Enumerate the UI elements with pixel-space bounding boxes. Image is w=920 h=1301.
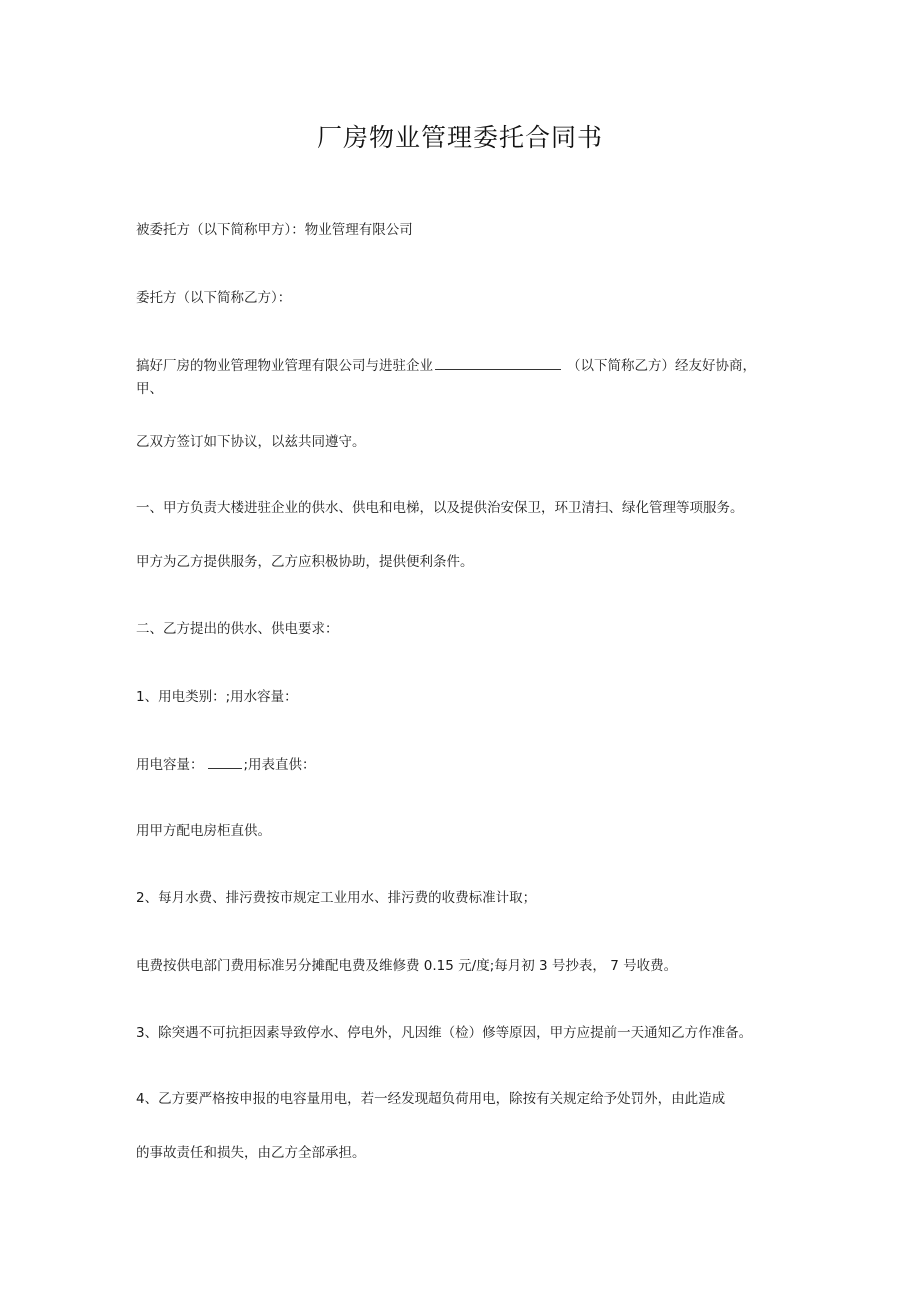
electric-capacity-label: 用电容量： [136, 757, 204, 773]
clause-1-line-1 [136, 499, 744, 517]
party-b-line [136, 289, 291, 307]
clause-2-2-line-2 [136, 957, 677, 975]
intro-line-2 [136, 380, 163, 398]
party-b-label: 委托方（以下简称乙方）： [136, 290, 292, 306]
clause-2-3-text: 3、除突遇不可抗拒因素导致停水、停电外，凡因维（检）修等原因，甲方应提前一天通知乙方作准备。 [136, 1025, 753, 1041]
clause-2-4-line-1 [136, 1090, 725, 1108]
clause-2-2-line-1 [136, 889, 536, 907]
clause-2-4-text-1: 4、乙方要严格按申报的电容量用电，若一经发现超负荷用电，除按有关规定给予处罚外，由此造成 [136, 1091, 726, 1107]
clause-2-1-line-2 [136, 755, 316, 774]
clause-2-heading [136, 620, 339, 638]
intro-text-2: （以下简称乙方）经友好协商， [567, 358, 756, 374]
clause-2-3-line [136, 1024, 752, 1042]
party-a-value: 物业管理有限公司 [304, 222, 413, 238]
clause-2-1-line-1 [136, 688, 298, 706]
intro-line-1 [136, 356, 756, 375]
clause-1-text-1: 一、甲方负责大楼进驻企业的供水、供电和电梯，以及提供治安保卫，环卫清扫、绿化管理等项服务。 [136, 500, 744, 516]
clause-2-2-text-1: 2、每月水费、排污费按市规定工业用水、排污费的收费标准计取； [136, 890, 537, 906]
electric-capacity-blank[interactable] [208, 755, 242, 769]
clause-1-text-2: 甲方为乙方提供服务，乙方应积极协助，提供便利条件。 [136, 554, 474, 570]
clause-2-1-text-3: 用甲方配电房柜直供。 [136, 823, 271, 839]
clause-2-4-text-2: 的事故责任和损失，由乙方全部承担。 [136, 1145, 366, 1161]
enterprise-name-blank[interactable] [435, 356, 561, 370]
clause-2-heading-text: 二、乙方提出的供水、供电要求： [136, 621, 339, 637]
party-a-label: 被委托方（以下简称甲方）： [136, 222, 305, 238]
party-a-line [136, 221, 413, 239]
clause-2-4-line-2 [136, 1144, 366, 1162]
intro-line-3 [136, 433, 366, 451]
intro-text-4: 乙双方签订如下协议，以兹共同遵守。 [136, 434, 366, 450]
clause-2-2-text-2: 电费按供电部门费用标准另分摊配电费及维修费 0.15 元/度;每月初 3 号抄表， 7 号收费。 [136, 958, 678, 974]
clause-2-1-line-3 [136, 822, 271, 840]
intro-text-1: 搞好厂房的物业管理物业管理有限公司与进驻企业 [136, 358, 433, 374]
intro-text-3: 甲、 [136, 381, 163, 397]
clause-2-1-text-1: 1、用电类别：;用水容量： [136, 689, 298, 705]
meter-supply-label: ;用表直供： [243, 757, 316, 773]
document-title: 厂房物业管理委托合同书 [316, 123, 603, 152]
clause-1-line-2 [136, 553, 474, 571]
